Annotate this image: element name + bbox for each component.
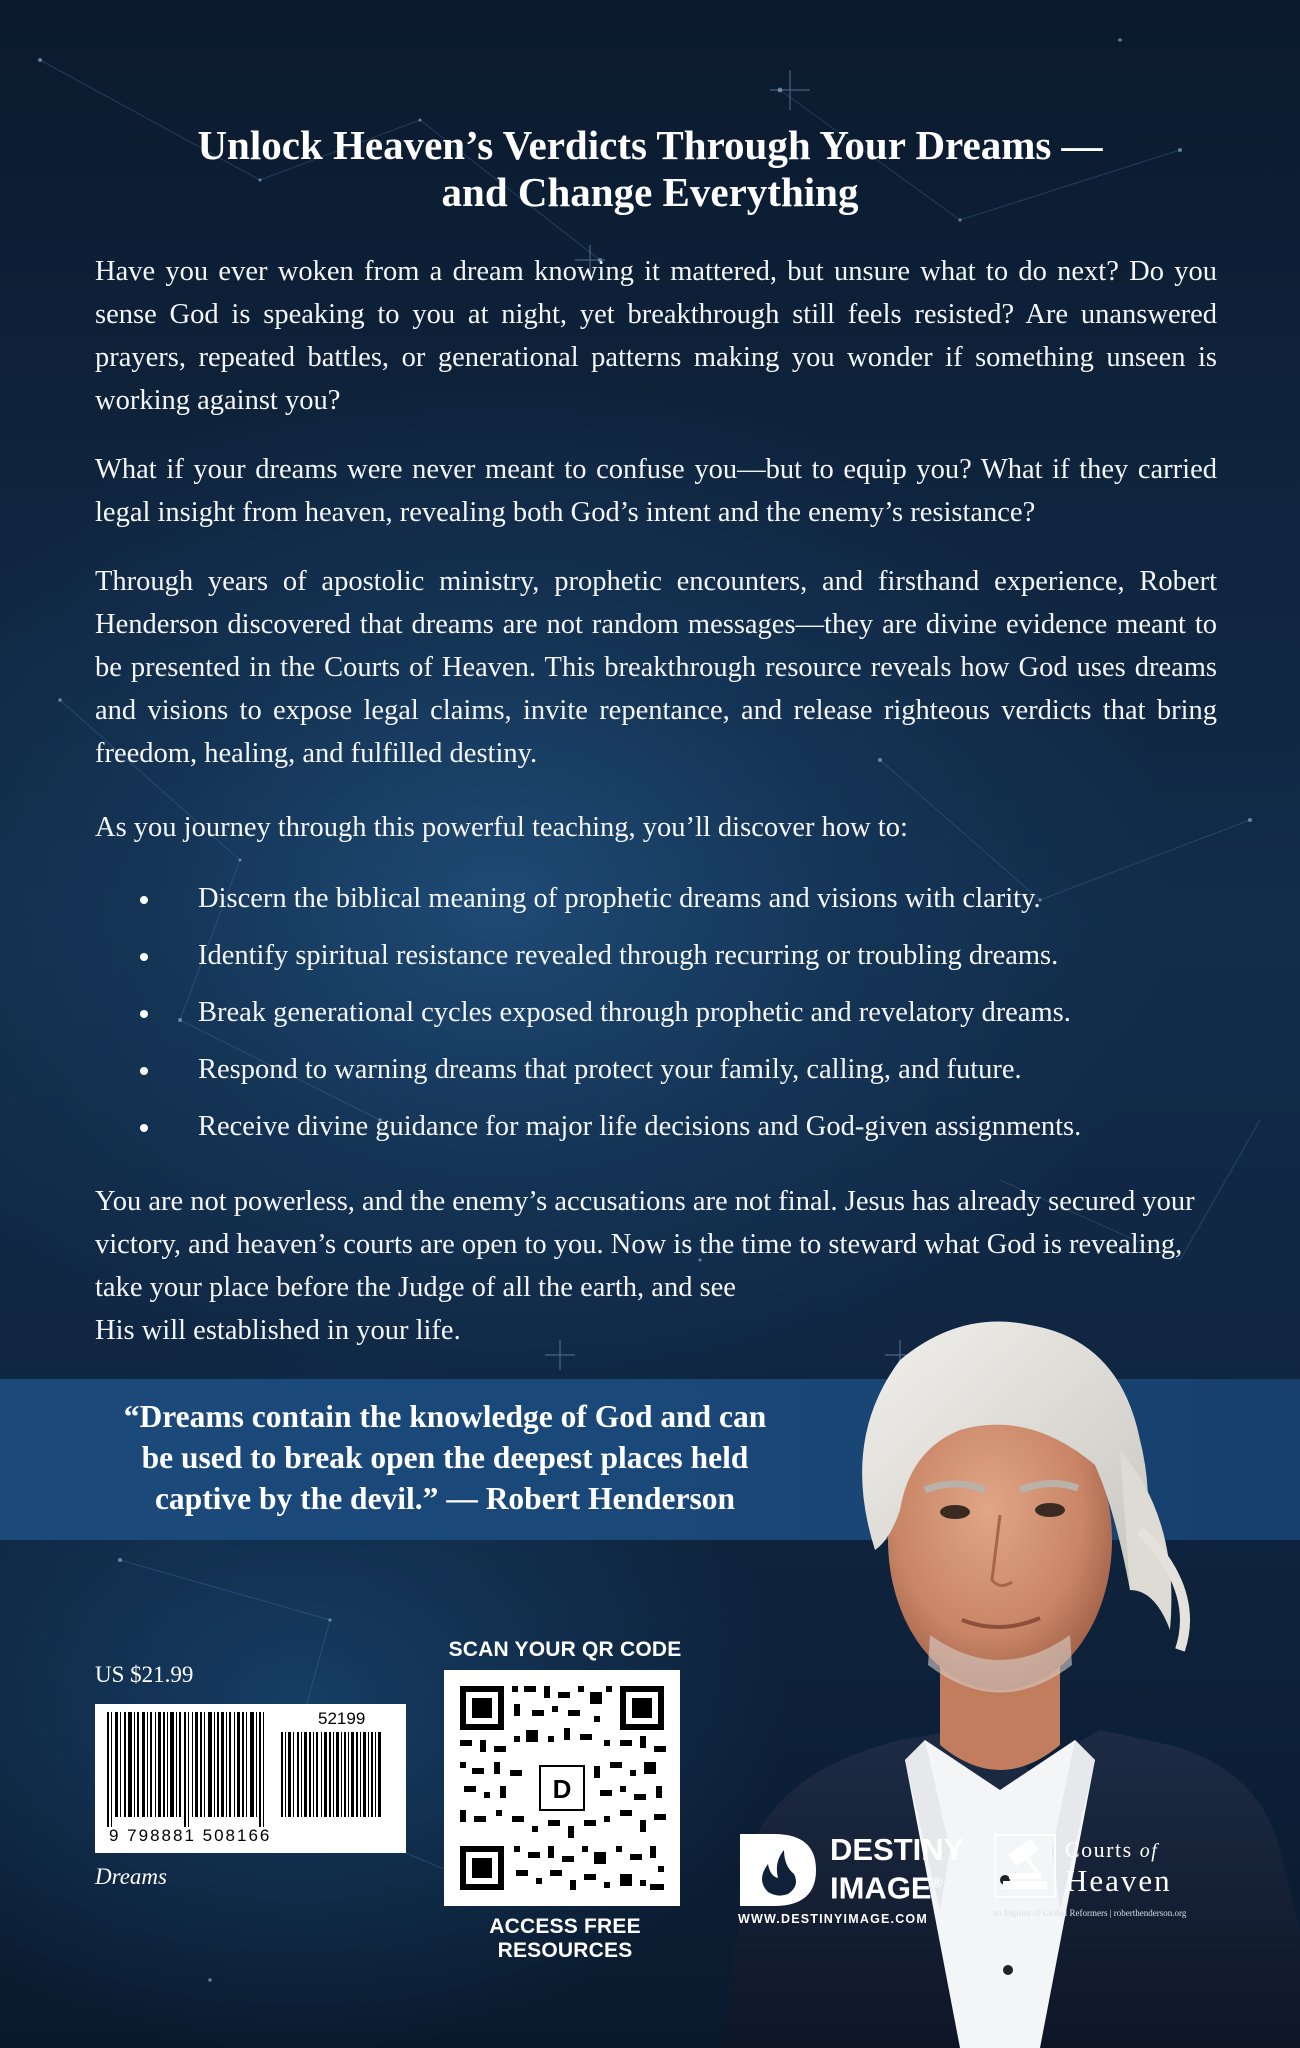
destiny-image-url[interactable]: WWW.DESTINYIMAGE.COM xyxy=(738,1912,928,1926)
book-category: Dreams xyxy=(95,1864,167,1889)
headline-line-2: and Change Everything xyxy=(441,169,859,215)
benefit-list xyxy=(95,877,1225,1162)
list-item xyxy=(95,1048,1225,1105)
list-item xyxy=(95,934,1225,991)
image-word: IMAGE xyxy=(830,1870,932,1906)
bullet-dot-icon xyxy=(140,1124,148,1132)
courts-of-heaven-logo xyxy=(993,1833,1223,1928)
list-item-text: Identify spiritual resistance revealed through recurring or troubling dreams. xyxy=(198,940,1059,971)
bullet-dot-icon xyxy=(140,1067,148,1075)
headline-line-1: Unlock Heaven’s Verdicts Through Your Dreams — xyxy=(197,122,1103,168)
quote-attribution: — Robert Henderson xyxy=(446,1481,736,1516)
qr-center-logo-icon: D xyxy=(552,1774,572,1804)
registered-mark: ® xyxy=(931,1874,942,1890)
destiny-image-mark-icon xyxy=(738,1832,818,1908)
isbn-digits: 9 798881 508166 xyxy=(109,1826,272,1845)
quote-line-2: be used to break open the deepest places held xyxy=(141,1440,749,1475)
list-item xyxy=(95,1105,1225,1162)
list-item-text: Break generational cycles exposed through prophetic and revelatory dreams. xyxy=(198,997,1071,1028)
quote-line-3: captive by the devil.” xyxy=(154,1481,439,1516)
gavel-icon xyxy=(993,1833,1057,1899)
imprint-tagline: an Imprint of Global Reformers | roberthenderson.org xyxy=(993,1908,1187,1918)
destiny-image-wordmark xyxy=(830,1834,964,1904)
qr-code[interactable] xyxy=(444,1670,680,1906)
list-item-text: Discern the biblical meaning of prophetic dreams and visions with clarity. xyxy=(198,883,1041,914)
author-quote xyxy=(60,1396,830,1519)
of-word: of xyxy=(1139,1840,1159,1862)
qr-pattern xyxy=(444,1670,680,1906)
bullet-dot-icon xyxy=(140,896,148,904)
qr-title: SCAN YOUR QR CODE xyxy=(448,1638,682,1661)
qr-subtitle: ACCESS FREE RESOURCES xyxy=(489,1915,641,1962)
intro-paragraph: Have you ever woken from a dream knowing it mattered, but unsure what to do next? Do you sense God is speaking to you at night, yet breakthrough still feels resisted? Are unanswered prayers, repeated battles, or generational patterns making you wonder if something unseen is working against you? xyxy=(95,256,1217,416)
closing-text: You are not powerless, and the enemy’s accusations are not final. Jesus has already secured your victory, and heaven’s courts are open to you. Now is the time to steward what God is revealing, take your place before the Judge of all the earth, and see xyxy=(95,1186,1195,1303)
quote-line-1: “Dreams contain the knowledge of God and can xyxy=(123,1399,767,1434)
bullets-intro: As you journey through this powerful teaching, you’ll discover how to: xyxy=(95,812,908,843)
courts-word: Courts xyxy=(1065,1837,1133,1862)
destiny-image-logo xyxy=(738,1830,973,1932)
description-paragraph: Through years of apostolic ministry, prophetic encounters, and firsthand experience, Robert Henderson discovered that dreams are not random messages—they are divine evidence meant to be presented in the Courts of Heaven. This breakthrough resource reveals how God uses dreams and visions to expose legal claims, invite repentance, and release righteous verdicts that bring freedom, healing, and fulfilled destiny. xyxy=(95,566,1217,769)
question-paragraph: What if your dreams were never meant to confuse you—but to equip you? What if they carried legal insight from heaven, revealing both God’s intent and the enemy’s resistance? xyxy=(95,454,1217,528)
list-item-text: Respond to warning dreams that protect your family, calling, and future. xyxy=(198,1054,1022,1085)
courts-wordmark xyxy=(1065,1837,1158,1863)
headline xyxy=(90,122,1210,216)
list-item xyxy=(95,877,1225,934)
heaven-wordmark: Heaven xyxy=(1065,1863,1172,1898)
list-item xyxy=(95,991,1225,1048)
bullet-dot-icon xyxy=(140,953,148,961)
bullet-dot-icon xyxy=(140,1010,148,1018)
barcode-addon-number: 52199 xyxy=(318,1709,366,1728)
price: US $21.99 xyxy=(95,1662,194,1687)
list-item-text: Receive divine guidance for major life decisions and God-given assignments. xyxy=(198,1111,1082,1142)
destiny-word: DESTINY xyxy=(830,1832,965,1867)
isbn-barcode xyxy=(95,1704,406,1853)
closing-last-line: His will established in your life. xyxy=(95,1315,461,1346)
